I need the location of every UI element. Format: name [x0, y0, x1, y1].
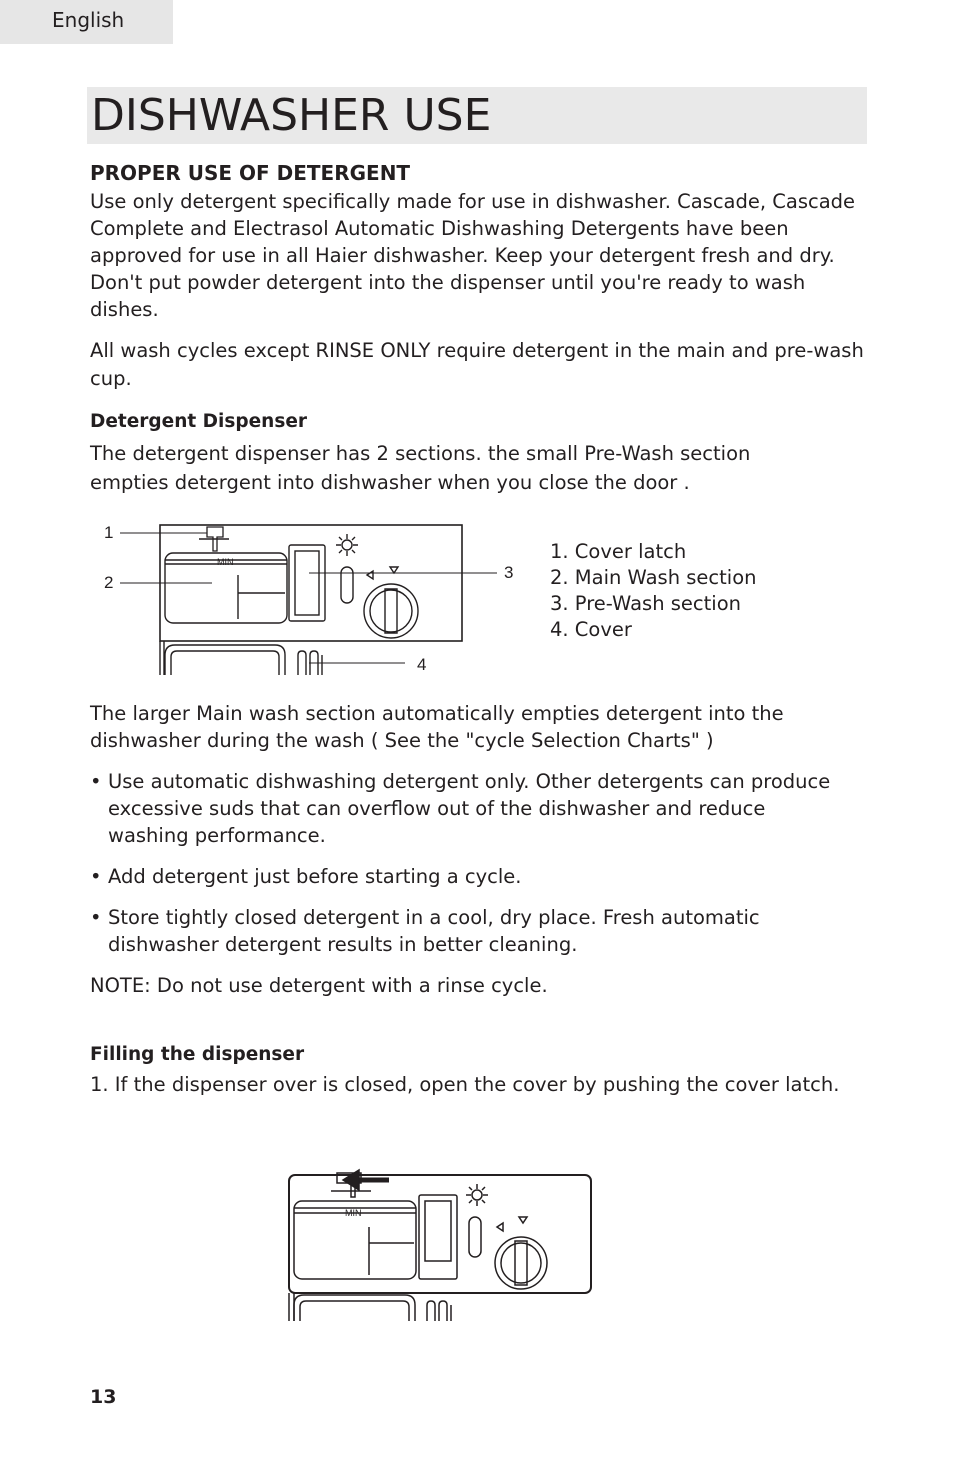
- title-bar: [87, 87, 867, 144]
- bullet-text: Store tightly closed detergent in a cool, dry place. Fresh automatic dishwasher detergent results in better cleaning.: [108, 906, 760, 956]
- bullet-item: [90, 768, 870, 849]
- open-cover-diagram: [285, 1165, 595, 1323]
- selector-knob-icon-2: [495, 1237, 547, 1289]
- intro-paragraph: Use only detergent specifically made for use in dishwasher. Cascade, Cascade Complete and Electrasol Automatic Dishwashing Detergents have been approved for use in all Haier dishwasher. Keep your detergent fresh and dry. Don't put powder detergent into the dispenser until you're ready to wash dishes.: [90, 190, 856, 321]
- legend-item: 2. Main Wash section: [550, 566, 757, 589]
- legend-item: 3. Pre-Wash section: [550, 592, 741, 615]
- filling-heading: Filling the dispenser: [90, 1044, 305, 1065]
- callout-2: 2: [104, 573, 114, 592]
- bullet-dot: •: [90, 770, 102, 793]
- bullet-text: Add detergent just before starting a cycle.: [108, 865, 522, 888]
- page-title: DISHWASHER USE: [91, 90, 492, 141]
- dispenser-heading: Detergent Dispenser: [90, 411, 308, 432]
- figure-legend: [550, 539, 756, 643]
- bullet-item: [90, 904, 870, 958]
- wash-cycle-paragraph: All wash cycles except RINSE ONLY require detergent in the main and pre-wash cup.: [90, 339, 864, 390]
- bullet-item: [90, 863, 870, 890]
- legend-item: 1. Cover latch: [550, 540, 687, 563]
- min-label-2: MIN: [345, 1208, 362, 1218]
- language-tab: English: [0, 0, 173, 44]
- page-number: 13: [90, 1386, 117, 1408]
- dispenser-section: [90, 410, 870, 497]
- main-wash-paragraph: The larger Main wash section automatically empties detergent into the dishwasher during the wash ( See the "cycle Selection Charts" ): [90, 702, 784, 752]
- callout-4: 4: [417, 655, 427, 674]
- dispenser-diagram: [95, 515, 525, 680]
- min-label: MIN: [217, 557, 234, 567]
- sun-icon-2: [466, 1184, 488, 1206]
- selector-knob-icon: [364, 584, 418, 638]
- dispenser-paragraph: The detergent dispenser has 2 sections. the small Pre-Wash section empties detergent into dishwasher when you close the door .: [90, 442, 751, 494]
- filling-section: [90, 1043, 870, 1098]
- callout-3: 3: [504, 563, 514, 582]
- note-text: NOTE: Do not use detergent with a rinse cycle.: [90, 974, 548, 997]
- section-heading: PROPER USE OF DETERGENT: [90, 161, 411, 185]
- bullet-text: Use automatic dishwashing detergent only. Other detergents can produce excessive suds that can overflow out of the dishwasher and reduce washing performance.: [108, 770, 831, 847]
- bullet-dot: •: [90, 865, 102, 888]
- sun-icon: [336, 534, 358, 556]
- main-wash-section: [90, 700, 870, 999]
- callout-1: 1: [104, 523, 114, 542]
- filling-step-1: 1. If the dispenser over is closed, open the cover by pushing the cover latch.: [90, 1073, 840, 1096]
- bullet-dot: •: [90, 906, 102, 929]
- detergent-section: [90, 160, 870, 393]
- legend-item: 4. Cover: [550, 618, 632, 641]
